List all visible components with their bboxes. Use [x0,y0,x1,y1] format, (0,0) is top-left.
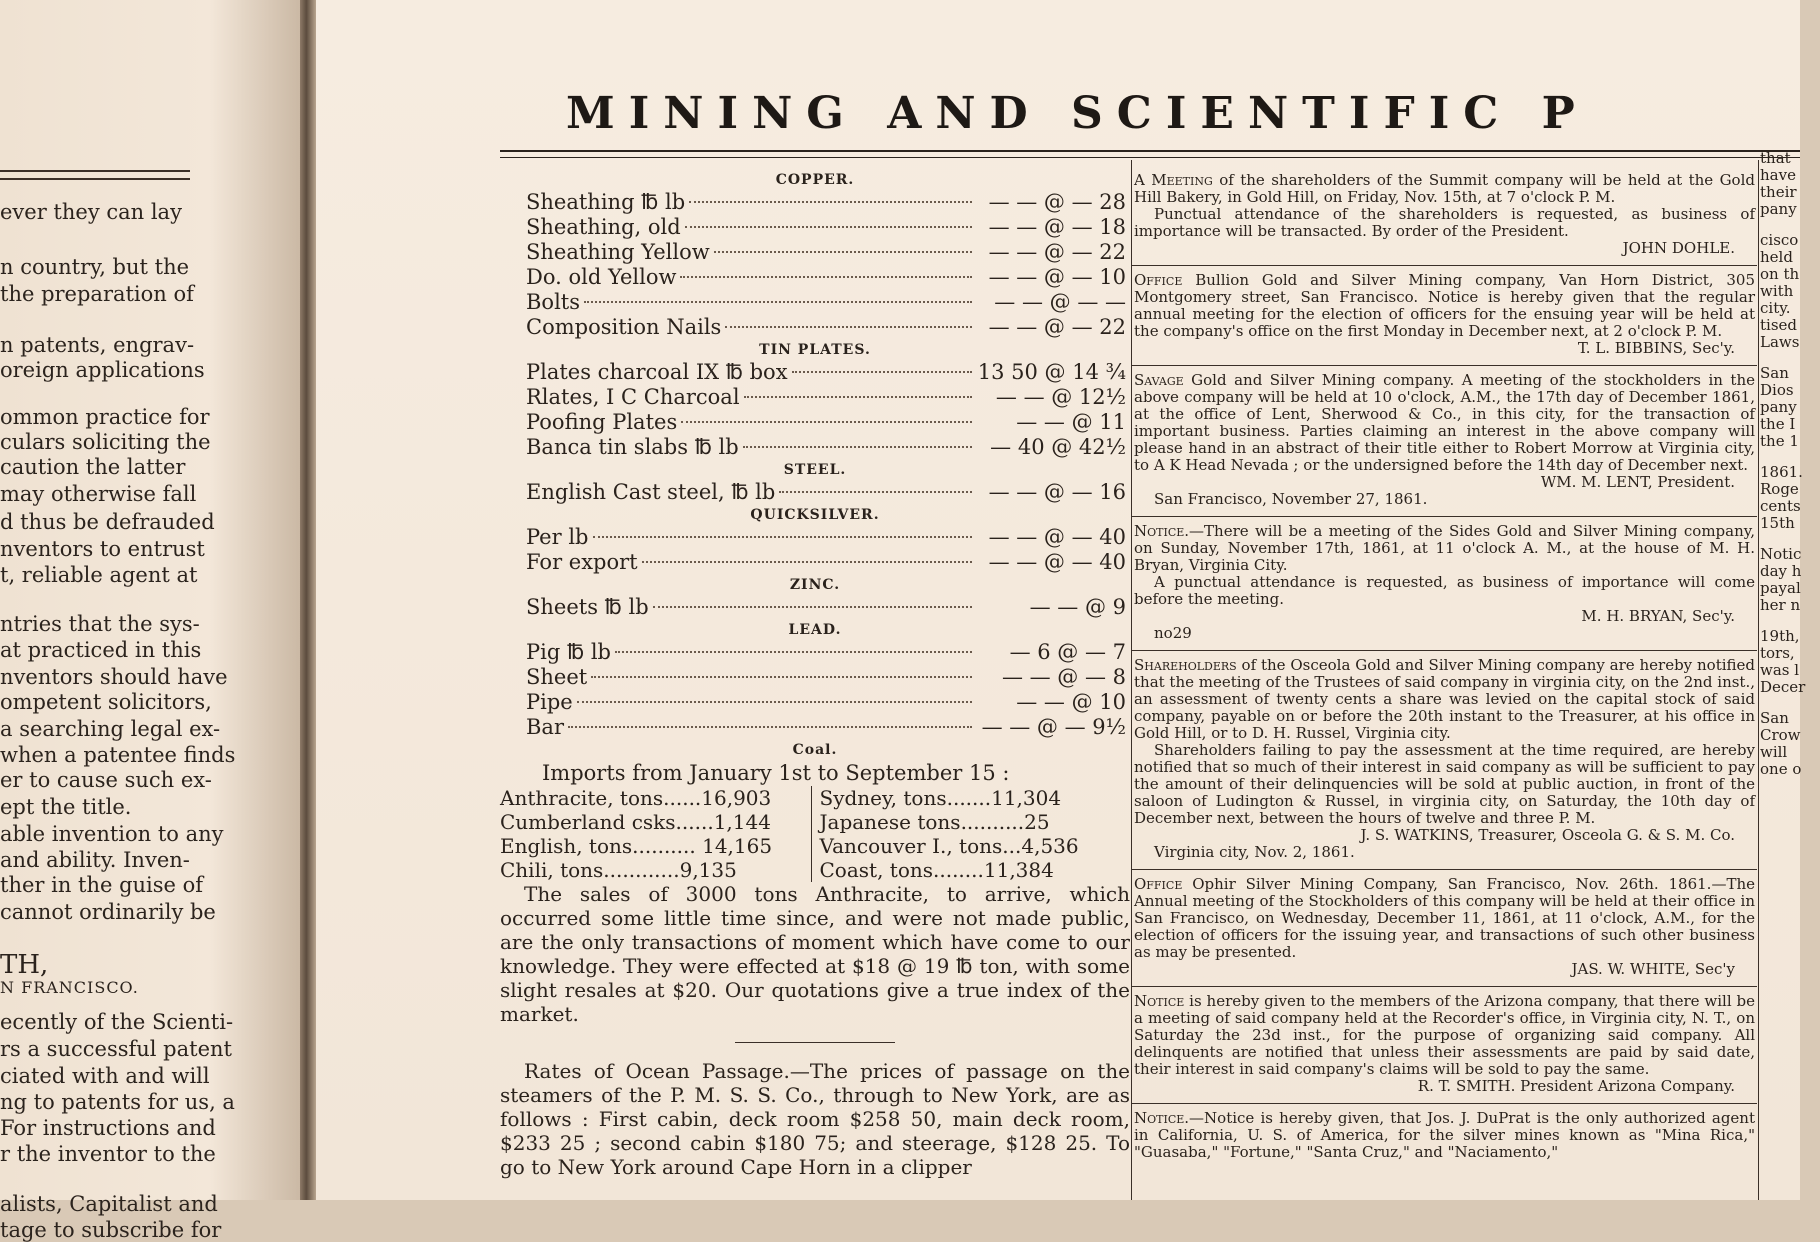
price-row [500,215,1130,240]
price-section-heading: LEAD. [788,622,842,638]
book-gutter [300,0,316,1200]
notice-body [1134,876,1755,961]
price-value: — 40 @ 42½ [990,435,1126,459]
price-value: — 6 @ — 7 [1009,640,1126,664]
notice-block [1132,653,1757,867]
price-row [500,640,1130,665]
cropped-line: 19th, [1760,627,1800,645]
coal-import-row: English, tons.......... 14,165 [500,834,773,858]
price-value: — — @ — 9½ [981,715,1126,739]
cropped-line [1760,532,1820,546]
notice-block [1132,268,1757,363]
column-rule [1758,160,1759,1200]
cropped-line: day h [1760,562,1802,580]
cropped-line: her n [1760,596,1801,614]
notice-divider [1132,265,1757,266]
cropped-line [1760,351,1820,365]
price-item-label: Do. old Yellow [526,265,677,289]
cropped-line: Crow [1760,726,1801,744]
price-item-label: Per lb [526,525,589,549]
notice-body [1134,272,1755,340]
notice-divider [1132,516,1757,517]
price-item-label: Poofing Plates [526,410,678,434]
price-value: — — @ — 40 [988,525,1126,549]
notice-text: Gold and Silver Mining company. A meeting of the stockholders in the above company will be held at 10 o'clock, A.M., the 17th day of December 1861, at the office of Lent, Sherwood & Co., in this city, for the transaction of important business. Parties claiming an interest in the above company will please hand in an abstract of their title either to Robert Morrow at Virginia city, to A K Head Nevada ; or the undersigned before the 14th day of December next. [1134,371,1755,474]
notice-block [1132,989,1757,1101]
notice-body [1134,372,1755,474]
leader-dots [577,701,972,703]
cropped-line: was l [1760,661,1800,679]
price-row [500,290,1130,315]
left-text-line: n patents, engrav- [0,333,195,357]
section-divider [735,1042,895,1043]
notice-divider [1132,365,1757,366]
left-text-line: ntries that the sys- [0,612,200,636]
left-text-line: ept the title. [0,795,132,819]
price-row [500,595,1130,620]
coal-heading: Coal. [792,742,838,758]
leader-dots [685,226,972,228]
price-row [500,435,1130,460]
price-value: — — @ — — [994,290,1126,314]
leader-dots [591,676,972,678]
left-text-line: cannot ordinarily be [0,900,216,924]
cropped-line: 1861. [1760,463,1803,481]
notice-signature: J. S. WATKINS, Treasurer, Osceola G. & S. M. Co. [1360,826,1735,844]
cropped-line: with [1760,282,1794,300]
left-text-line: alists, Capitalist and [0,1192,218,1216]
cropped-line: Roge [1760,480,1799,498]
notice-text: Bullion Gold and Silver Mining company, Van Horn District, 305 Montgomery street, San Francisco. Notice is hereby given that the regular annual meeting for the election of officers for the ensuing year will be held at the company's office on the first Monday in December next, at 2 o'clock P. M. [1134,271,1755,340]
notice-block [1132,368,1757,514]
left-text-line: ecently of the Scienti- [0,1010,234,1034]
price-row [500,385,1130,410]
left-text-line: culars soliciting the [0,430,211,454]
notice-signature: JOHN DOHLE. [1622,239,1735,257]
notice-body [1134,172,1755,206]
price-row [500,690,1130,715]
left-text-line: able invention to any [0,822,224,846]
header-rule-thin [500,157,1800,158]
notice-divider [1132,869,1757,870]
price-row [500,315,1130,340]
price-item-label: Bar [526,715,564,739]
price-section-heading: ZINC. [789,577,841,593]
left-text-line: tage to subscribe for [0,1218,222,1242]
price-item-label: English Cast steel, ℔ lb [526,480,776,504]
leader-dots [568,726,972,728]
notice-body [1134,993,1755,1078]
coal-market-paragraph: The sales of 3000 tons Anthracite, to arrive, which occurred some little time since, and were not made public, are the only transactions of moment which have come to our knowledge. They were effected at $18 @ 19 ℔ ton, with some slight resales at $20. Our quotations give a true index of the market. [500,882,1130,1026]
notice-lead: Savage [1134,371,1184,389]
price-section-heading: TIN PLATES. [759,342,871,358]
left-column-rule [0,170,190,172]
price-row [500,480,1130,505]
price-value: — — @ 11 [1016,410,1126,434]
cropped-line: cisco [1760,231,1799,249]
price-item-label: Sheets ℔ lb [526,595,649,619]
cropped-line: San [1760,364,1789,382]
notice-lead: A Meeting [1134,171,1213,189]
cropped-line: pany [1760,398,1797,416]
price-row [500,550,1130,575]
notice-text: —Notice is hereby given, that Jos. J. DuPrat is the only authorized agent in California, U. S. of America, for the silver mines known as "Mina Rica," "Guasaba," "Fortune," "Santa Cruz," and "Naciamento," [1134,1109,1755,1161]
masthead: MINING AND SCIENTIFIC P [566,88,1589,139]
left-text-line: t, reliable agent at [0,563,198,587]
left-text-line: TH, [0,950,49,980]
cropped-line [1760,614,1820,628]
notice-body [1134,657,1755,742]
notice-divider [1132,986,1757,987]
ocean-passage-paragraph: Rates of Ocean Passage.—The prices of passage on the steamers of the P. M. S. S. Co., through to New York, are as follows : First cabin, deck room $258 50, main deck room, $233 25 ; second cabin $180 75; and steerage, $128 25. To go to New York around Cape Horn in a clipper [500,1059,1130,1179]
left-column-rule [0,178,190,180]
notice-lead: Notice [1134,992,1185,1010]
left-text-line: a searching legal ex- [0,717,221,741]
left-text-line: and ability. Inven- [0,848,190,872]
price-value: — — @ — 28 [988,190,1126,214]
notice-block [1132,168,1757,263]
left-text-line: r the inventor to the [0,1142,216,1166]
coal-import-row: Sydney, tons.......11,304 [819,786,1062,810]
left-text-line: ng to patents for us, a [0,1090,235,1114]
notice-extra: A punctual attendance is requested, as business of importance will come before the meeting. [1134,573,1755,608]
left-text-line: d thus be defrauded [0,510,215,534]
cropped-line: cents [1760,497,1801,515]
price-value: — — @ 10 [1016,690,1126,714]
notice-extra: Shareholders failing to pay the assessment at the time required, are hereby notified that so much of their interest in said company as will be sufficient to pay the amount of their delinquencies will be sold at public auction, in front of the saloon of Ludington & Russel, in virginia city, on Saturday, the 10th day of December next, between the hours of twelve and three P. M. [1134,741,1755,827]
leader-dots [680,276,972,278]
cropped-line: the 1 [1760,432,1799,450]
leader-dots [653,606,972,608]
price-row [500,190,1130,215]
cropped-line: city. [1760,299,1791,317]
coal-import-row: Japanese tons..........25 [819,810,1050,834]
leader-dots [689,201,972,203]
notice-block [1132,519,1757,648]
left-text-line: oreign applications [0,358,205,382]
price-item-label: Plates charcoal IX ℔ box [526,360,788,384]
coal-imports-table [500,786,1130,882]
left-text-line: nventors to entrust [0,537,205,561]
notice-text: of the shareholders of the Summit company will be held at the Gold Hill Bakery, in Gold Hill, on Friday, Nov. 15th, at 7 o'clock P. M. [1134,171,1755,206]
cropped-line: San [1760,709,1789,727]
price-value: — — @ 9 [1029,595,1126,619]
cropped-line: payal [1760,579,1801,597]
price-value: — — @ — 8 [1001,665,1126,689]
price-item-label: Sheathing Yellow [526,240,710,264]
price-row [500,715,1130,740]
leader-dots [725,326,972,328]
price-section-heading: COPPER. [775,172,855,188]
price-value: — — @ — 22 [988,315,1126,339]
notices-column [1132,168,1757,1167]
price-row [500,525,1130,550]
notice-lead: Office [1134,875,1183,893]
notice-signature: WM. M. LENT, President. [1540,473,1735,491]
cropped-line: will [1760,743,1788,761]
cropped-line: Laws [1760,333,1800,351]
leader-dots [593,536,973,538]
price-value: — — @ — 10 [988,265,1126,289]
left-text-line: ever they can lay [0,200,182,224]
price-section-heading: STEEL. [783,462,847,478]
price-value: — — @ — 18 [988,215,1126,239]
left-text-line: ther in the guise of [0,873,204,897]
coal-imports-right [811,786,1131,882]
left-text-line: n country, but the [0,255,190,279]
notice-lead: Notice. [1134,1109,1190,1127]
price-row [500,265,1130,290]
notice-text: —There will be a meeting of the Sides Gold and Silver Mining company, on Sunday, November 17th, 1861, at 11 o'clock A. M., at the house of M. H. Bryan, Virginia City. [1134,522,1755,574]
left-text-line: For instructions and [0,1116,216,1140]
left-text-line: N FRANCISCO. [0,978,139,997]
left-text-line: nventors should have [0,665,228,689]
leader-dots [642,561,972,563]
notice-extra: Punctual attendance of the shareholders is requested, as business of importance will be transacted. By order of the President. [1134,205,1755,240]
leader-dots [584,301,972,303]
notice-text: is hereby given to the members of the Arizona company, that there will be a meeting of said company held at the Recorder's office, in Virginia city, N. T., on Saturday the 23d inst., for the purpose of organizing said company. All delinquents are notified that unless their assessments are paid by said date, their interest in said company's claims will be sold to pay the same. [1134,992,1755,1078]
coal-import-row: Anthracite, tons......16,903 [500,786,772,810]
left-text-line: ompetent solicitors, [0,690,212,714]
price-item-label: Pipe [526,690,573,714]
notice-body [1134,523,1755,574]
cropped-line: tors, [1760,644,1795,662]
cropped-line: Decer [1760,678,1806,696]
leader-dots [681,421,972,423]
left-text-line: ciated with and will [0,1064,210,1088]
notice-signature: R. T. SMITH. President Arizona Company. [1417,1077,1735,1095]
notice-date: no29 [1154,624,1192,642]
cropped-line: that [1760,149,1791,167]
leader-dots [779,491,972,493]
left-text-line: ommon practice for [0,405,210,429]
header-rule [500,150,1800,152]
leader-dots [615,651,972,653]
notice-body [1134,1110,1755,1161]
cropped-line: have [1760,166,1796,184]
cropped-line: 15th [1760,514,1795,532]
price-item-label: Sheet [526,665,588,689]
notice-lead: Notice. [1134,522,1190,540]
price-item-label: Composition Nails [526,315,722,339]
left-text-line: rs a successful patent [0,1037,232,1061]
cropped-line: the I [1760,415,1796,433]
left-text-line: er to cause such ex- [0,768,212,792]
price-value: — — @ — 16 [988,480,1126,504]
price-section-heading: QUICKSILVER. [750,507,880,523]
price-row [500,410,1130,435]
notice-lead: Office [1134,271,1183,289]
coal-import-row: Cumberland csks......1,144 [500,810,771,834]
price-item-label: Pig ℔ lb [526,640,611,664]
cropped-line: Dios [1760,381,1794,399]
cropped-line: their [1760,183,1797,201]
notice-signature: JAS. W. WHITE, Sec'y [1571,960,1735,978]
notice-block [1132,1106,1757,1167]
price-value: — — @ 12½ [995,385,1126,409]
price-row [500,360,1130,385]
leader-dots [714,251,972,253]
left-text-line: at practiced in this [0,638,202,662]
notice-text: Ophir Silver Mining Company, San Francisco, Nov. 26th. 1861.—The Annual meeting of the Stockholders of this company will be held at their office in San Francisco, on Wednesday, December 11, 1861, at 11 o'clock, A.M., for the election of officers for the issuing year, and transactions of such other business as may be presented. [1134,875,1755,961]
cropped-line [1760,450,1820,464]
notice-lead: Shareholders [1134,656,1237,674]
cropped-line: tised [1760,316,1798,334]
price-item-label: Sheathing ℔ lb [526,190,686,214]
left-page [0,0,300,1242]
price-value: — — @ — 40 [988,550,1126,574]
cropped-line: one o [1760,760,1802,778]
price-item-label: Sheathing, old [526,215,681,239]
price-row [500,240,1130,265]
cropped-line: Notic [1760,545,1802,563]
cropped-line: pany [1760,200,1797,218]
price-value: 13 50 @ 14 ¾ [977,360,1126,384]
cropped-column [1760,150,1820,778]
cropped-line [1760,218,1820,232]
price-value: — — @ — 22 [988,240,1126,264]
notice-text: of the Osceola Gold and Silver Mining company are hereby notified that the meeting of the Trustees of said company in virginia city, on the 2nd inst., an assessment of twenty cents a share was levied on the capital stock of said company, payable on or before the 20th instant to the Treasurer, at his office in Gold Hill, or to D. H. Russel, Virginia city. [1134,656,1755,742]
notice-signature: M. H. BRYAN, Sec'y. [1581,607,1735,625]
left-text-line: may otherwise fall [0,482,197,506]
left-text-line: when a patentee finds [0,743,236,767]
notice-block [1132,872,1757,984]
leader-dots [743,446,972,448]
notice-date: Virginia city, Nov. 2, 1861. [1154,843,1355,861]
leader-dots [744,396,972,398]
coal-imports-left [500,786,811,882]
cropped-line [1760,696,1820,710]
notice-signature: T. L. BIBBINS, Sec'y. [1577,339,1735,357]
price-item-label: Rlates, I C Charcoal [526,385,740,409]
market-prices-column [500,170,1130,1179]
notice-divider [1132,650,1757,651]
price-item-label: Bolts [526,290,581,314]
notice-date: San Francisco, November 27, 1861. [1154,490,1428,508]
left-text-line: the preparation of [0,282,194,306]
coal-import-row: Chili, tons............9,135 [500,858,737,882]
cropped-line: on th [1760,265,1800,283]
coal-import-row: Coast, tons........11,384 [819,858,1054,882]
left-text-line: caution the latter [0,455,186,479]
notice-divider [1132,1103,1757,1104]
price-item-label: Banca tin slabs ℔ lb [526,435,739,459]
leader-dots [792,371,972,373]
coal-import-row: Vancouver I., tons...4,536 [819,834,1079,858]
coal-imports-header: Imports from January 1st to September 15 : [542,761,1010,785]
cropped-line: held [1760,248,1793,266]
price-row [500,665,1130,690]
price-item-label: For export [526,550,638,574]
